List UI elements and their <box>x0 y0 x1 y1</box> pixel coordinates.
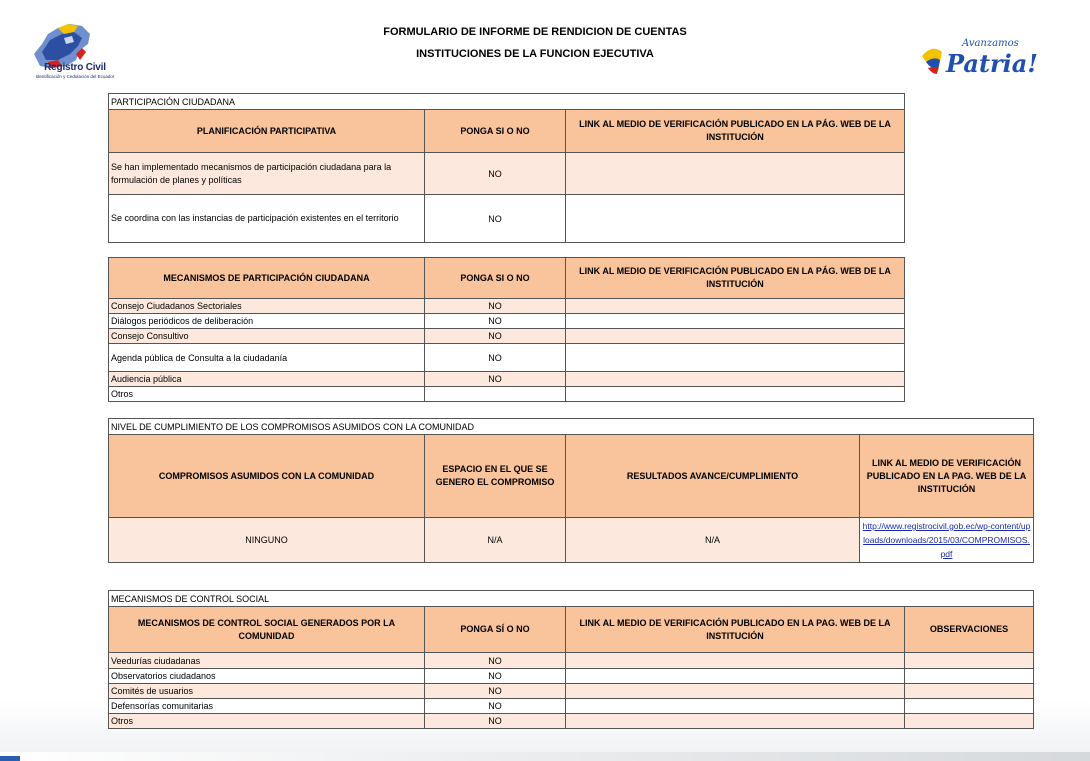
control-social-row-value: NO <box>425 669 566 684</box>
control-social-row-item: Veedurías ciudadanas <box>109 653 425 669</box>
mecanismos-row-link <box>566 329 905 344</box>
control-social-header-value: PONGA SÍ O NO <box>425 607 566 653</box>
participacion-section-title: PARTICIPACIÓN CIUDADANA <box>109 94 905 110</box>
participacion-row-item: Se coordina con las instancias de participación existentes en el territorio <box>109 195 425 243</box>
mecanismos-row-link <box>566 372 905 387</box>
compromisos-row-resultados: N/A <box>566 518 860 563</box>
control-social-row-link <box>566 714 905 729</box>
compromisos-section-title: NIVEL DE CUMPLIMIENTO DE LOS COMPROMISOS ASUMIDOS CON LA COMUNIDAD <box>109 419 1034 435</box>
participacion-table <box>108 93 905 243</box>
compromisos-header-resultados: RESULTADOS AVANCE/CUMPLIMIENTO <box>566 435 860 518</box>
participacion-row-link <box>566 195 905 243</box>
participacion-header-item: PLANIFICACIÓN PARTICIPATIVA <box>109 110 425 153</box>
form-title: FORMULARIO DE INFORME DE RENDICION DE CUENTAS <box>383 26 687 38</box>
compromisos-row-compromiso: NINGUNO <box>109 518 425 563</box>
mecanismos-row-value: NO <box>425 329 566 344</box>
compromisos-table <box>108 418 1034 563</box>
control-social-row-value: NO <box>425 699 566 714</box>
mecanismos-row-value: NO <box>425 299 566 314</box>
mecanismos-row-value: NO <box>425 372 566 387</box>
participacion-header-value: PONGA SI O NO <box>425 110 566 153</box>
mecanismos-row-link <box>566 314 905 329</box>
mecanismos-row-item: Consejo Ciudadanos Sectoriales <box>109 299 425 314</box>
control-social-header-link: LINK AL MEDIO DE VERIFICACIÓN PUBLICADO EN LA PAG. WEB DE LA INSTITUCIÓN <box>566 607 905 653</box>
control-social-header-observaciones: OBSERVACIONES <box>905 607 1034 653</box>
mecanismos-row-link <box>566 299 905 314</box>
control-social-row-item: Defensorías comunitarias <box>109 699 425 714</box>
control-social-row-observaciones <box>905 653 1034 669</box>
form-subtitle: INSTITUCIONES DE LA FUNCION EJECUTIVA <box>416 48 654 60</box>
control-social-row-item: Otros <box>109 714 425 729</box>
mecanismos-row-item: Consejo Consultivo <box>109 329 425 344</box>
mecanismos-row-value: NO <box>425 344 566 372</box>
control-social-row-item: Observatorios ciudadanos <box>109 669 425 684</box>
logo-left-sublabel: Identificación y Cedulación del Ecuador <box>35 74 115 79</box>
logo-right-name: Patria! <box>946 49 1038 78</box>
compromisos-row-espacio: N/A <box>425 518 566 563</box>
compromisos-header-espacio: ESPACIO EN EL QUE SE GENERO EL COMPROMISO <box>425 435 566 518</box>
compromisos-header-link: LINK AL MEDIO DE VERIFICACIÓN PUBLICADO EN LA PAG. WEB DE LA INSTITUCIÓN <box>860 435 1034 518</box>
control-social-row-link <box>566 653 905 669</box>
avanzamos-patria-logo <box>918 26 1038 88</box>
mecanismos-row-item: Agenda pública de Consulta a la ciudadanía <box>109 344 425 372</box>
control-social-row-link <box>566 669 905 684</box>
mecanismos-row-item: Otros <box>109 387 425 402</box>
control-social-row-link <box>566 699 905 714</box>
mecanismos-row-value <box>425 387 566 402</box>
registro-civil-logo <box>28 14 118 96</box>
control-social-header-item: MECANISMOS DE CONTROL SOCIAL GENERADOS POR LA COMUNIDAD <box>109 607 425 653</box>
control-social-table <box>108 590 1034 729</box>
control-social-row-link <box>566 684 905 699</box>
mecanismos-header-link: LINK AL MEDIO DE VERIFICACIÓN PUBLICADO EN LA PÁG. WEB DE LA INSTITUCIÓN <box>566 258 905 299</box>
mecanismos-row-link <box>566 344 905 372</box>
control-social-row-value: NO <box>425 684 566 699</box>
participacion-row-link <box>566 153 905 195</box>
participacion-row-value: NO <box>425 195 566 243</box>
mecanismos-row-item: Diálogos periódicos de deliberación <box>109 314 425 329</box>
control-social-row-item: Comités de usuarios <box>109 684 425 699</box>
compromisos-verification-link[interactable]: http://www.registrocivil.gob.ec/wp-content/uploads/downloads/2015/03/COMPROMISOS.pdf <box>860 518 1034 563</box>
footer-accent <box>0 756 20 761</box>
mecanismos-row-link <box>566 387 905 402</box>
control-social-row-observaciones <box>905 699 1034 714</box>
mecanismos-header-item: MECANISMOS DE PARTICIPACIÓN CIUDADANA <box>109 258 425 299</box>
mecanismos-row-value: NO <box>425 314 566 329</box>
footer-strip <box>0 752 1090 761</box>
control-social-row-observaciones <box>905 684 1034 699</box>
control-social-row-value: NO <box>425 653 566 669</box>
control-social-section-title: MECANISMOS DE CONTROL SOCIAL <box>109 591 1034 607</box>
logo-left-label: Registro Civil <box>44 62 106 73</box>
control-social-row-value: NO <box>425 714 566 729</box>
participacion-row-item: Se han implementado mecanismos de participación ciudadana para la formulación de planes y políticas <box>109 153 425 195</box>
control-social-row-observaciones <box>905 669 1034 684</box>
participacion-row-value: NO <box>425 153 566 195</box>
participacion-header-link: LINK AL MEDIO DE VERIFICACIÓN PUBLICADO EN LA PÁG. WEB DE LA INSTITUCIÓN <box>566 110 905 153</box>
mecanismos-header-value: PONGA SI O NO <box>425 258 566 299</box>
control-social-row-observaciones <box>905 714 1034 729</box>
mecanismos-table <box>108 257 905 402</box>
logo-right-tagline: Avanzamos <box>962 38 1019 49</box>
compromisos-header-compromiso: COMPROMISOS ASUMIDOS CON LA COMUNIDAD <box>109 435 425 518</box>
mecanismos-row-item: Audiencia pública <box>109 372 425 387</box>
